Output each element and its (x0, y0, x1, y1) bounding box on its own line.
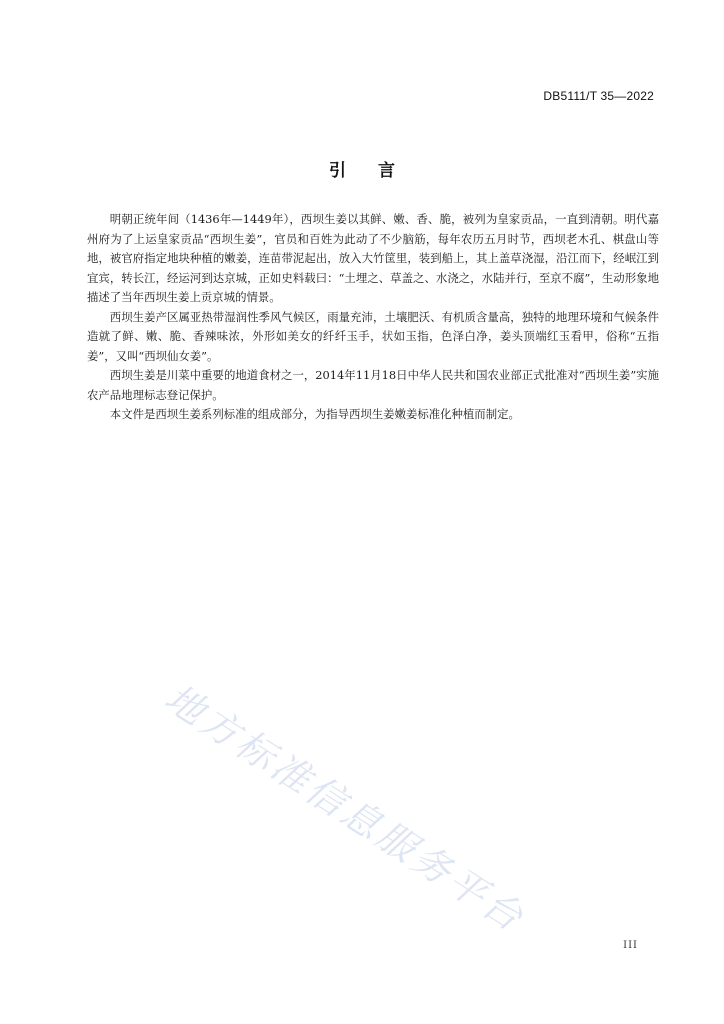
paragraph-1: 明朝正统年间（1436年—1449年），西坝生姜以其鲜、嫩、香、脆，被列为皇家贡品，一直到清朝。明代嘉州府为了上运皇家贡品“西坝生姜”，官员和百姓为此动了不少脑筋，每年农历五月时节，西坝老木孔、棋盘山等地，被官府指定地块种植的嫩姜，连苗带泥起出，放入大竹筐里，装到船上，其上盖草浇湿，沿江而下，经岷江到宜宾，转长江，经运河到达京城，正如史料载曰：“土埋之、草盖之、水浇之，水陆并行，至京不腐”，生动形象地描述了当年西坝生姜上贡京城的情景。 (87, 212, 659, 304)
paragraph-4: 本文件是西坝生姜系列标准的组成部分，为指导西坝生姜嫩姜标准化种植而制定。 (109, 407, 520, 421)
watermark: 地方标准信息服务平台 (157, 675, 534, 942)
page-number: III (623, 940, 638, 951)
title-char-1: 引 (329, 161, 346, 181)
paragraph-2: 西坝生姜产区属亚热带湿润性季风气候区，雨量充沛，土壤肥沃、有机质含量高，独特的地理环境和气候条件造就了鲜、嫩、脆、香辣味浓，外形如美女的纤纤玉手，状如玉指，色泽白净，姜头顶端红玉看甲，俗称“五指姜”，又叫“西坝仙女姜”。 (87, 309, 659, 363)
section-title (0, 156, 724, 181)
document-number: DB5111/T 35—2022 (543, 89, 654, 103)
title-char-2: 言 (378, 161, 395, 181)
paragraph-3: 西坝生姜是川菜中重要的地道食材之一，2014年11月18日中华人民共和国农业部正式批准对“西坝生姜”实施农产品地理标志登记保护。 (87, 368, 659, 402)
body-text (87, 210, 659, 425)
